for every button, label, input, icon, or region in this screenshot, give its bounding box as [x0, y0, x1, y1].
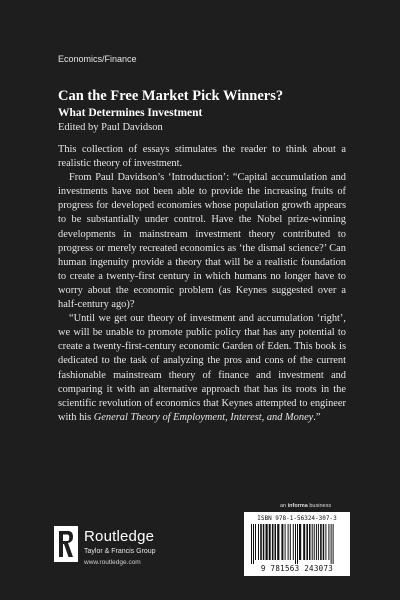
barcode-bar — [323, 524, 325, 560]
barcode-bar — [293, 524, 294, 560]
barcode-bar — [281, 524, 283, 560]
barcode-bar — [255, 524, 256, 560]
blurb-paragraph-3 — [58, 312, 346, 425]
barcode-bar — [295, 524, 296, 564]
barcode-bar — [263, 524, 265, 560]
barcode-bar — [288, 524, 289, 560]
barcode-bar — [251, 524, 252, 564]
barcode-bar — [314, 524, 315, 560]
barcode-bars — [249, 524, 345, 564]
blurb-paragraph-2: From Paul Davidson’s ‘Introduction’: “Capital accumulation and investments have not been able to provide the increasing fruits of progress for developed economies whose population growth appears to be substantially under control. Have the Nobel prize-winning developments in mainstream investment theory contributed to progress or merely recreated economics as ‘the dismal science?’ Can human ingenuity provide a theory that will be a realistic foundation to create a twenty-first century in which humans no longer have to worry about the economic problem (as Keynes suggested over a half-century ago)? — [58, 172, 346, 311]
blurb-paragraph-3-text: “Until we get our theory of investment and accumulation ‘right’, we will be unable to promote public policy that has any potential to create a twenty-first-century economic Garden of Eden. This book is dedicated to the task of analyzing the pros and cons of the current fashionable mainstream theory of finance and investment and comparing it with an alternative approach that has its roots in the scientific revolution of economics that Keynes attempted to engineer with his — [58, 313, 346, 423]
blurb-paragraph-3-end: .” — [313, 411, 321, 423]
publisher-group: Taylor & Francis Group — [84, 548, 156, 555]
book-reference: General Theory of Employment, Interest, and Money — [93, 411, 314, 423]
publisher-url: www.routledge.com — [84, 559, 141, 566]
barcode-bar — [299, 524, 301, 560]
barcode-bar — [269, 524, 271, 560]
informa-suffix: business — [307, 503, 332, 509]
editor-credit: Edited by Paul Davidson — [58, 122, 163, 133]
informa-prefix: an — [280, 503, 288, 509]
informa-brand: informa — [287, 503, 308, 509]
barcode-bar — [285, 524, 286, 560]
barcode-bar — [331, 524, 332, 564]
book-title: Can the Free Market Pick Winners? — [58, 88, 284, 104]
barcode-bar — [258, 524, 259, 560]
barcode-bar — [275, 524, 277, 560]
barcode-bar — [309, 524, 311, 560]
barcode-bar — [318, 524, 319, 560]
barcode-bar — [320, 524, 322, 560]
barcode-bar — [260, 524, 262, 560]
isbn-label: ISBN 978-1-56324-307-3 — [257, 515, 337, 522]
publisher-name: Routledge — [84, 528, 155, 545]
barcode-bar — [306, 524, 308, 560]
barcode-bar — [253, 524, 254, 564]
blurb — [58, 143, 346, 425]
barcode-bar — [303, 524, 305, 560]
barcode-bar — [333, 524, 334, 564]
barcode-bar — [297, 524, 298, 564]
barcode — [244, 512, 350, 576]
barcode-bar — [325, 524, 326, 560]
barcode-bar — [312, 524, 313, 560]
barcode-bar — [277, 524, 279, 560]
ean-number: 9 781563 243073 — [260, 564, 334, 573]
barcode-bar — [290, 524, 291, 560]
blurb-paragraph-1: This collection of essays stimulates the reader to think about a realistic theory of investment. — [58, 144, 346, 170]
barcode-bar — [266, 524, 268, 560]
routledge-r-logo-icon — [54, 526, 78, 562]
publisher-logo — [54, 526, 184, 572]
category-label: Economics/Finance — [58, 54, 137, 64]
book-subtitle: What Determines Investment — [58, 107, 203, 119]
barcode-bar — [316, 524, 317, 560]
barcode-bar — [328, 524, 329, 560]
informa-tagline — [280, 503, 331, 509]
barcode-bar — [272, 524, 274, 560]
